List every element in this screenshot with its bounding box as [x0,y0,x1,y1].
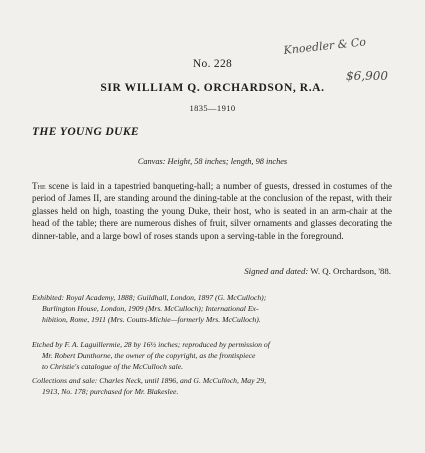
collections-note [32,375,394,397]
etched-note [32,339,394,373]
signature-value: W. Q. Orchardson, '88. [308,266,391,276]
etched-line-3: to Christie's catalogue of the McCulloch sale. [42,362,184,372]
canvas-dimensions: Canvas: Height, 58 inches; length, 98 inches [137,157,288,166]
artwork-description [32,180,392,242]
signature-label: Signed and dated: [244,266,309,276]
exhibited-note [32,292,394,326]
description-text: scene is laid in a tapestried banqueting-hall; a number of guests, dressed in costumes of the period of James II, are standing around the dining-table at the conclusion of the repast, with their glasses held on high, toasting the young Duke, their host, who is seated in an arm-chair at the head of the table; there are numerous dishes of fruit, silver ornaments and glasses decorating the dinner-table, and a large bowl of roses stands upon a serving-table in the foreground. [32,181,392,241]
artist-dates: 1835—1910 [189,103,236,113]
handwritten-dealer-note: Knoedler & Co [283,35,367,57]
artist-name: SIR WILLIAM Q. ORCHARDSON, R.A. [100,82,325,94]
collections-line-2: 1913, No. 178; purchased for Mr. Blakeslee. [42,387,179,397]
signature-line [244,266,391,276]
collections-line-1: Collections and sale: Charles Neck, until 1896, and G. McCulloch, May 29, [32,376,267,385]
etched-line-1: Etched by F. A. Laguillermie, 28 by 16½ inches; reproduced by permission of [32,340,270,349]
exhibited-line-2: Burlington House, London, 1909 (Mrs. McCulloch); International Ex- [42,304,259,314]
etched-line-2: Mr. Robert Dunthorne, the owner of the copyright, as the frontispiece [42,351,256,361]
exhibited-line-3: hibition, Rome, 1911 (Mrs. Coutts-Michie—formerly Mrs. McCulloch). [42,315,261,325]
exhibited-line-1: Exhibited: Royal Academy, 1888; Guildhall, London, 1897 (G. McCulloch); [32,293,267,302]
description-first-word: The [32,181,46,191]
artwork-title: THE YOUNG DUKE [32,126,139,138]
lot-number: No. 228 [192,58,233,70]
handwritten-price-note: $6,900 [346,69,388,83]
